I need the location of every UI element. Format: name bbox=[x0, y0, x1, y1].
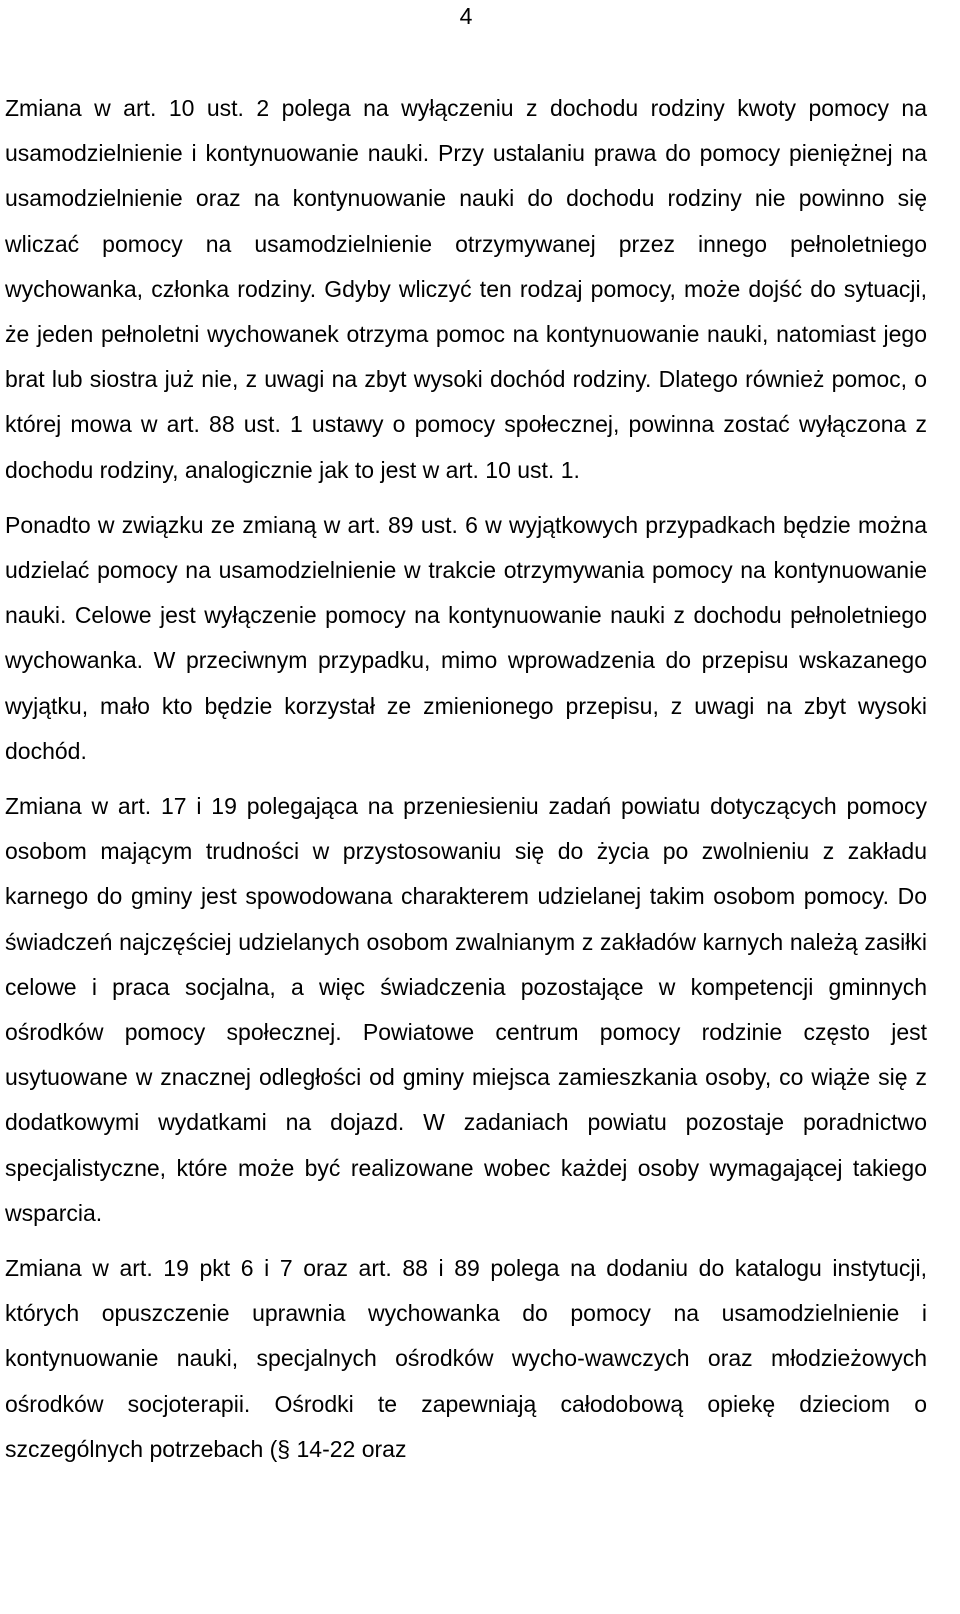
paragraph-art-19-88-89-change: Zmiana w art. 19 pkt 6 i 7 oraz art. 88 i 89 polega na dodaniu do katalogu instytucji, których opuszczenie uprawnia wychowanka do pomocy na usamodzielnienie i kontynuowanie nauki, specjalnych ośrodków wycho-wawczych oraz młodzieżowych ośrodków socjoterapii. Ośrodki te zapewniają całodobową opiekę dzieciom o szczególnych potrzebach (§ 14-22 oraz bbox=[5, 1255, 927, 1462]
page-number: 4 bbox=[459, 3, 473, 29]
paragraph-art-17-19-change: Zmiana w art. 17 i 19 polegająca na przeniesieniu zadań powiatu dotyczących pomocy osobom mającym trudności w przystosowaniu się do życia po zwolnieniu z zakładu karnego do gminy jest spowodowana charakterem udzielanej takim osobom pomocy. Do świadczeń najczęściej udzielanych osobom zwalnianym z zakładów karnych należą zasiłki celowe i praca socjalna, a więc świadczenia pozostające w kompetencji gminnych ośrodków pomocy społecznej. Powiatowe centrum pomocy rodzinie często jest usytuowane w znacznej odległości od gminy miejsca zamieszkania osoby, co wiąże się z dodatkowymi wydatkami na dojazd. W zadaniach powiatu pozostaje poradnictwo specjalistyczne, które może być realizowane wobec każdej osoby wymagającej takiego wsparcia. bbox=[5, 793, 927, 1226]
body-text bbox=[5, 86, 927, 1472]
paragraph-income-exclusion: Zmiana w art. 10 ust. 2 polega na wyłączeniu z dochodu rodziny kwoty pomocy na usamodzielnienie i kontynuowanie nauki. Przy ustalaniu prawa do pomocy pieniężnej na usamodzielnienie oraz na kontynuowanie nauki do dochodu rodziny nie powinno się wliczać pomocy na usamodzielnienie otrzymywanej przez innego pełnoletniego wychowanka, członka rodziny. Gdyby wliczyć ten rodzaj pomocy, może dojść do sytuacji, że jeden pełnoletni wychowanek otrzyma pomoc na kontynuowanie nauki, natomiast jego brat lub siostra już nie, z uwagi na zbyt wysoki dochód rodziny. Dlatego również pomoc, o której mowa w art. 88 ust. 1 ustawy o pomocy społecznej, powinna zostać wyłączona z dochodu rodziny, analogicznie jak to jest w art. 10 ust. 1. bbox=[5, 95, 927, 483]
paragraph-art-89-change: Ponadto w związku ze zmianą w art. 89 ust. 6 w wyjątkowych przypadkach będzie można udzielać pomocy na usamodzielnienie w trakcie otrzymywania pomocy na kontynuowanie nauki. Celowe jest wyłączenie pomocy na kontynuowanie nauki z dochodu pełnoletniego wychowanka. W przeciwnym przypadku, mimo wprowadzenia do przepisu wskazanego wyjątku, mało kto będzie korzystał ze zmienionego przepisu, z uwagi na zbyt wysoki dochód. bbox=[5, 511, 927, 764]
